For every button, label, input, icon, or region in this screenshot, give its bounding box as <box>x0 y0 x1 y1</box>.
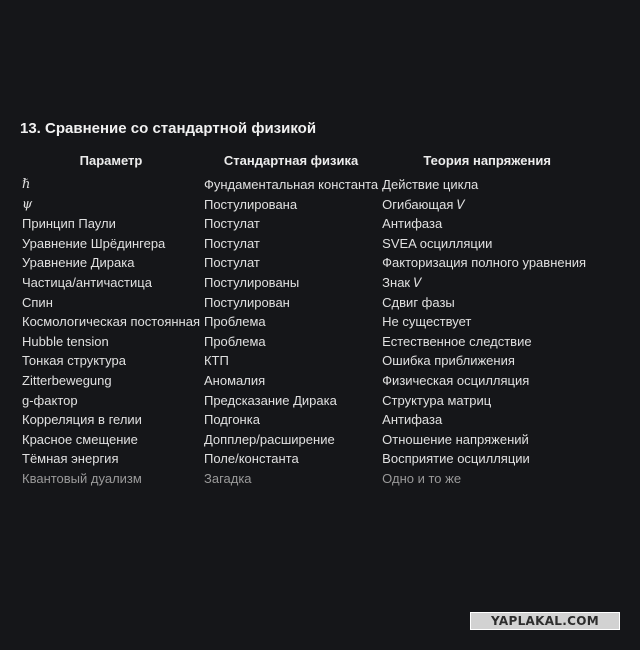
table-row <box>20 195 594 215</box>
row-parameter: Корреляция в гелии <box>22 412 142 428</box>
row-tension: Естественное следствие <box>382 333 532 349</box>
table-row <box>20 371 594 391</box>
row-tension: SVEA осцилляции <box>382 235 493 251</box>
row-standard: Фундаментальная константа <box>203 177 379 192</box>
row-parameter: ψ <box>22 196 33 212</box>
row-tension: Огибающая 𝑉 <box>382 196 466 212</box>
row-tension: Восприятие осцилляции <box>382 451 530 467</box>
row-parameter: Частица/античастица <box>22 274 152 290</box>
table-row <box>20 293 594 313</box>
row-tension: Факторизация полного уравнения <box>382 255 587 271</box>
table-row <box>20 449 594 469</box>
table-row <box>20 332 594 352</box>
row-parameter: Zitterbewegung <box>22 372 112 388</box>
table-row <box>20 430 594 450</box>
row-tension: Действие цикла <box>382 177 479 192</box>
row-standard: Постулирован <box>203 294 290 310</box>
table-row <box>20 391 594 411</box>
row-standard: Поле/константа <box>203 451 299 467</box>
row-standard: Постулат <box>203 255 260 271</box>
row-standard: Допплер/расширение <box>203 431 335 447</box>
row-tension: Ошибка приближения <box>382 353 515 369</box>
table-row <box>20 469 594 489</box>
site-watermark: YAPLAKAL.COM <box>470 612 620 630</box>
table-row <box>20 351 594 371</box>
row-standard: Постулирована <box>203 196 298 212</box>
row-standard: Постулат <box>203 235 260 251</box>
row-standard: Постулированы <box>203 274 300 290</box>
row-tension: Антифаза <box>382 412 443 428</box>
table-row <box>20 312 594 332</box>
row-standard: Проблема <box>203 333 266 349</box>
row-tension: Одно и то же <box>382 470 462 486</box>
row-parameter: ℏ <box>22 177 31 192</box>
row-tension: Структура матриц <box>382 392 492 408</box>
row-standard: КТП <box>203 353 229 369</box>
section-title: 13. Сравнение со стандартной физикой <box>20 120 317 137</box>
row-parameter: Космологическая постоянная <box>22 314 200 330</box>
row-parameter: Уравнение Шрёдингера <box>22 235 166 251</box>
row-parameter: Спин <box>22 294 53 310</box>
row-parameter: Принцип Паули <box>22 216 116 232</box>
table-header-row <box>20 151 594 175</box>
row-tension: Знак 𝑉 <box>382 274 423 290</box>
comparison-table <box>20 151 594 489</box>
table-row <box>20 410 594 430</box>
row-parameter: Тонкая структура <box>22 353 126 369</box>
row-parameter: Квантовый дуализм <box>22 470 142 486</box>
row-tension: Физическая осцилляция <box>382 372 530 388</box>
table-row <box>20 253 594 273</box>
table-row <box>20 214 594 234</box>
row-standard: Постулат <box>203 216 260 232</box>
header-standard-physics: Стандартная физика <box>223 153 359 168</box>
row-parameter: Hubble tension <box>22 333 109 349</box>
row-tension: Антифаза <box>382 216 443 232</box>
row-standard: Проблема <box>203 314 266 330</box>
row-standard: Аномалия <box>203 372 266 388</box>
table-row <box>20 273 594 293</box>
row-tension: Не существует <box>382 314 472 330</box>
row-standard: Предсказание Дирака <box>203 392 337 408</box>
row-parameter: Уравнение Дирака <box>22 255 135 271</box>
row-parameter: Красное смещение <box>22 431 138 447</box>
row-parameter: g-фактор <box>22 392 78 408</box>
row-tension: Сдвиг фазы <box>382 294 455 310</box>
row-standard: Подгонка <box>203 412 260 428</box>
table-row <box>20 175 594 195</box>
row-standard: Загадка <box>203 470 252 486</box>
table-row <box>20 234 594 254</box>
row-parameter: Тёмная энергия <box>22 451 119 467</box>
header-tension-theory: Теория напряжения <box>423 153 551 168</box>
row-tension: Отношение напряжений <box>382 431 529 447</box>
header-parameter: Параметр <box>79 153 143 168</box>
